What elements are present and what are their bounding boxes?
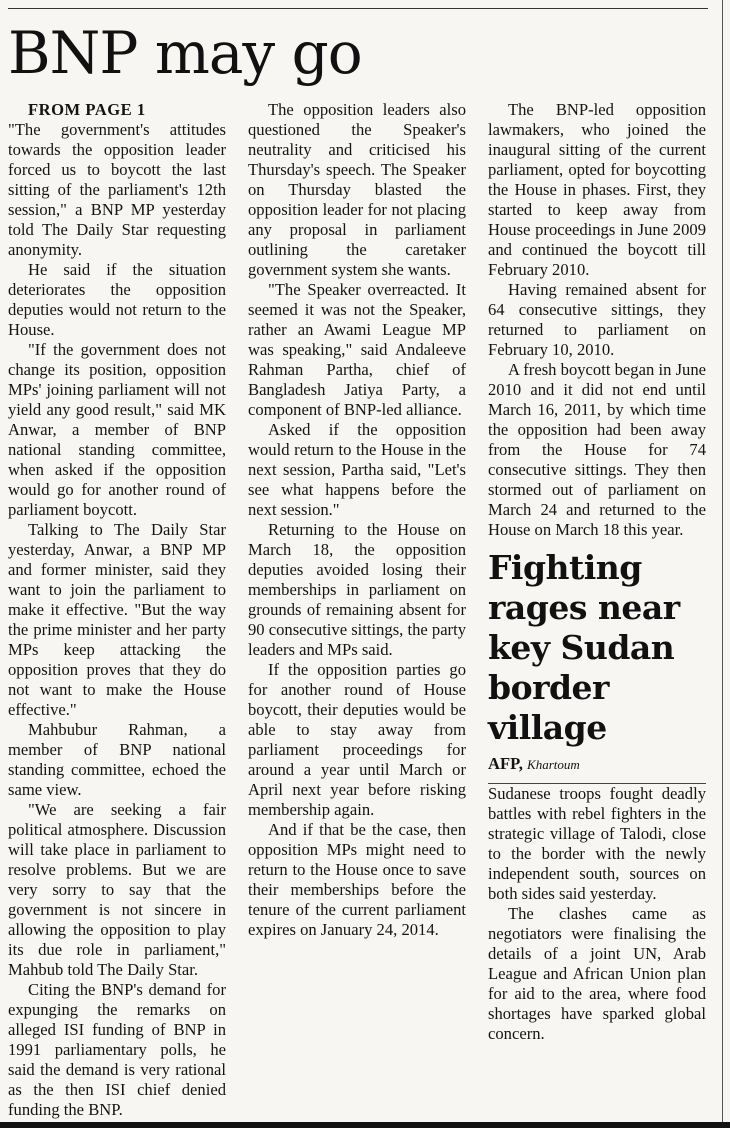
story-column-3	[488, 100, 706, 1044]
byline-agency: AFP,	[488, 754, 523, 773]
story-paragraph: A fresh boycott began in June 2010 and it did not end until March 16, 2011, by which time the opposition had been away from the House for 74 consecutive sittings. They then stormed out of parliament on March 24 and returned to the House on March 18 this year.	[488, 360, 706, 539]
story-column-2	[248, 100, 466, 940]
story-paragraph: Sudanese troops fought deadly battles with rebel fighters in the strategic village of Talodi, close to the border with the newly independent south, sources on both sides said yesterday.	[488, 784, 706, 903]
story-paragraph: The opposition leaders also questioned the Speaker's neutrality and criticised his Thursday's speech. The Speaker on Thursday blasted the opposition leader for not placing any proposal in parliament outlining the caretaker government system she wants.	[248, 100, 466, 279]
sudan-headline: Fighting rages near key Sudan border village	[488, 548, 680, 747]
story-paragraph: "The Speaker overreacted. It seemed it was not the Speaker, rather an Awami League MP was speaking," said Andaleeve Rahman Partha, chief of Bangladesh Jatiya Party, a component of BNP-led alliance.	[248, 280, 466, 419]
story-paragraph: "We are seeking a fair political atmosphere. Discussion will take place in parliament to resolve problems. But we are very sorry to say that the government is not sincere in allowing the opposition to play its due role in parliament," Mahbub told The Daily Star.	[8, 800, 226, 979]
story-column-1	[8, 100, 226, 1120]
byline	[488, 754, 706, 784]
story-paragraph: Asked if the opposition would return to the House in the next session, Partha said, "Let's see what happens before the next session."	[248, 420, 466, 519]
story-paragraph: The BNP-led opposition lawmakers, who joined the inaugural sitting of the current parliament, opted for boycotting the House in phases. First, they started to keep away from House proceedings in June 2009 and continued the boycott till February 2010.	[488, 100, 706, 279]
story-paragraph: Having remained absent for 64 consecutive sittings, they returned to parliament on February 10, 2010.	[488, 280, 706, 359]
story-paragraph: And if that be the case, then opposition MPs might need to return to the House once to save their memberships before the tenure of the current parliament expires on January 24, 2014.	[248, 820, 466, 939]
main-headline: BNP may go	[8, 19, 362, 87]
story-paragraph: "If the government does not change its position, opposition MPs' joining parliament will not yield any good result," said MK Anwar, a member of BNP national standing committee, when asked if the opposition would go for another round of parliament boycott.	[8, 340, 226, 519]
story-paragraph: "The government's attitudes towards the opposition leader forced us to boycott the last sitting of the parliament's 12th session," a BNP MP yesterday told The Daily Star requesting anonymity.	[8, 120, 226, 259]
story-paragraph: Mahbubur Rahman, a member of BNP national standing committee, echoed the same view.	[8, 720, 226, 799]
top-rule	[8, 8, 708, 9]
column-rule-right	[722, 0, 723, 1128]
from-page-kicker: FROM PAGE 1	[28, 100, 146, 119]
story-paragraph: The clashes came as negotiators were finalising the details of a joint UN, Arab League and African Union plan for aid to the area, where food shortages have sparked global concern.	[488, 904, 706, 1043]
story-paragraph: Citing the BNP's demand for expunging the remarks on alleged ISI funding of BNP in 1991 parliamentary polls, he said the demand is very rational as the then ISI chief denied funding the BNP.	[8, 980, 226, 1119]
story-paragraph: He said if the situation deteriorates the opposition deputies would not return to the House.	[8, 260, 226, 339]
byline-dateline: Khartoum	[527, 757, 580, 772]
bottom-edge	[0, 1122, 730, 1128]
adjacent-page-edge	[726, 0, 730, 1128]
story-paragraph: Talking to The Daily Star yesterday, Anwar, a BNP MP and former minister, said they want to join the parliament to make it effective. "But the way the prime minister and her party MPs keep attacking the opposition proves that they do not want to make the House effective."	[8, 520, 226, 719]
story-paragraph: If the opposition parties go for another round of House boycott, their deputies would be able to stay away from parliament proceedings for around a year until March or April next year before risking membership again.	[248, 660, 466, 819]
story-paragraph: Returning to the House on March 18, the opposition deputies avoided losing their memberships in parliament on grounds of remaining absent for 90 consecutive sittings, the party leaders and MPs said.	[248, 520, 466, 659]
